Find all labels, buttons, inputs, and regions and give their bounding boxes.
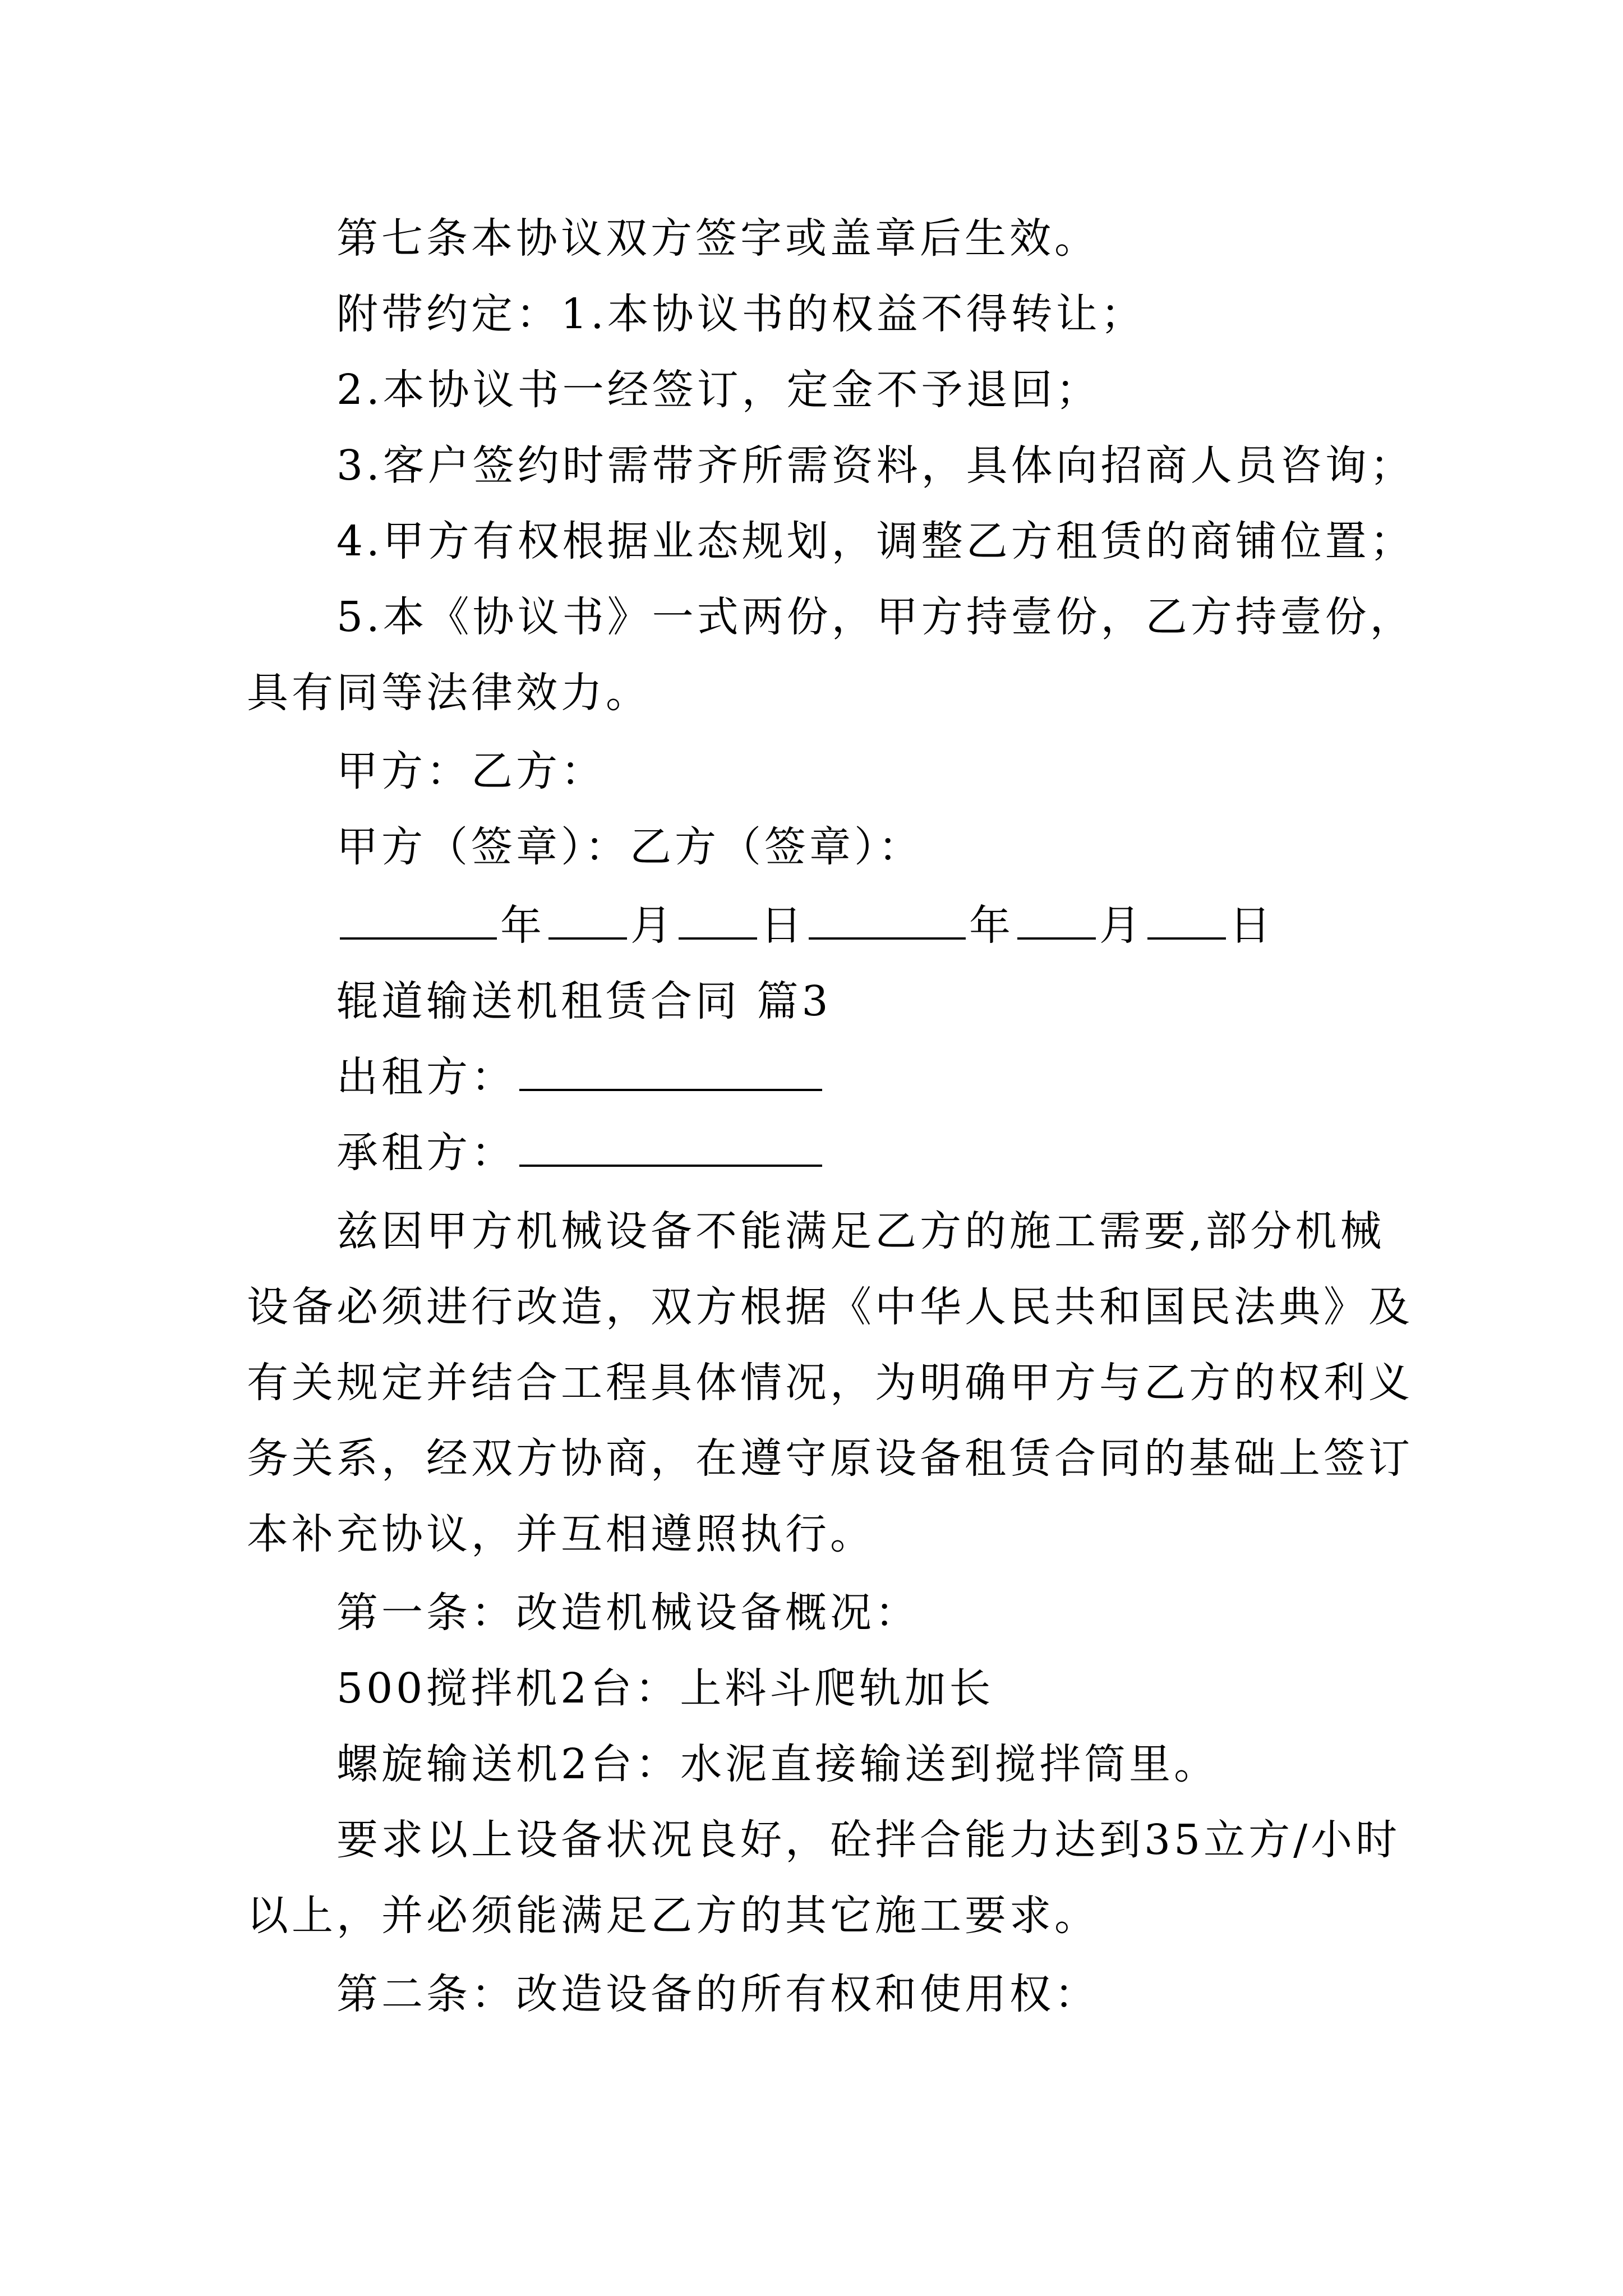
month-label-2: 月 [1099,901,1144,950]
article-7-line: 第七条本协议双方签字或盖章后生效。 [336,214,1099,263]
lessor-blank [519,1050,822,1091]
mixer-item: 500搅拌机2台：上料斗爬轨加长 [336,1664,994,1713]
year-blank-1 [340,898,497,940]
article-2-title: 第二条：改造设备的所有权和使用权： [336,1970,1099,2018]
lessee-line [336,1125,826,1181]
lessee-blank [519,1125,822,1167]
year-label-2: 年 [969,901,1014,950]
term-4-line: 4.甲方有权根据业态规划，调整乙方租赁的商铺位置； [336,517,1415,565]
day-label-1: 日 [760,901,805,950]
term-5-continuation: 具有同等法律效力。 [247,669,651,717]
term-2-line: 2.本协议书一经签订，定金不予退回； [336,366,1101,414]
requirement-line-1: 要求以上设备状况良好，砼拌合能力达到35立方/小时 [336,1816,1401,1864]
year-blank-2 [809,898,966,940]
month-label-1: 月 [630,901,675,950]
month-blank-2 [1017,898,1096,940]
lessor-label: 出租方： [336,1053,516,1101]
requirement-line-2: 以上，并必须能满足乙方的其它施工要求。 [247,1892,1099,1940]
signature-line: 甲方（签章）：乙方（签章）： [336,823,923,871]
day-blank-2 [1147,898,1226,940]
month-blank-1 [548,898,627,940]
lessor-line [336,1049,826,1105]
preamble-line-5: 本补充协议，并互相遵照执行。 [247,1510,875,1558]
term-3-line: 3.客户签约时需带齐所需资料，具体向招商人员咨询； [336,441,1415,490]
preamble-line-4: 务关系，经双方协商，在遵守原设备租赁合同的基础上签订 [247,1434,1413,1483]
parties-line: 甲方：乙方： [336,747,606,795]
date-line [336,898,1274,954]
day-blank-1 [679,898,757,940]
conveyor-item: 螺旋输送机2台：水泥直接输送到搅拌筒里。 [336,1740,1219,1788]
article-1-title: 第一条：改造机械设备概况： [336,1589,920,1637]
term-5-line: 5.本《协议书》一式两份，甲方持壹份，乙方持壹份， [336,593,1415,641]
section-title: 辊道输送机租赁合同 篇3 [336,977,832,1025]
day-label-2: 日 [1229,901,1274,950]
year-label-1: 年 [500,901,545,950]
preamble-line-3: 有关规定并结合工程具体情况，为明确甲方与乙方的权利义 [247,1359,1413,1407]
preamble-line-1: 兹因甲方机械设备不能满足乙方的施工需要,部分机械 [336,1207,1385,1255]
supplementary-terms-line: 附带约定：1.本协议书的权益不得转让； [336,290,1146,338]
lessee-label: 承租方： [336,1129,516,1177]
preamble-line-2: 设备必须进行改造，双方根据《中华人民共和国民法典》及 [247,1283,1413,1331]
